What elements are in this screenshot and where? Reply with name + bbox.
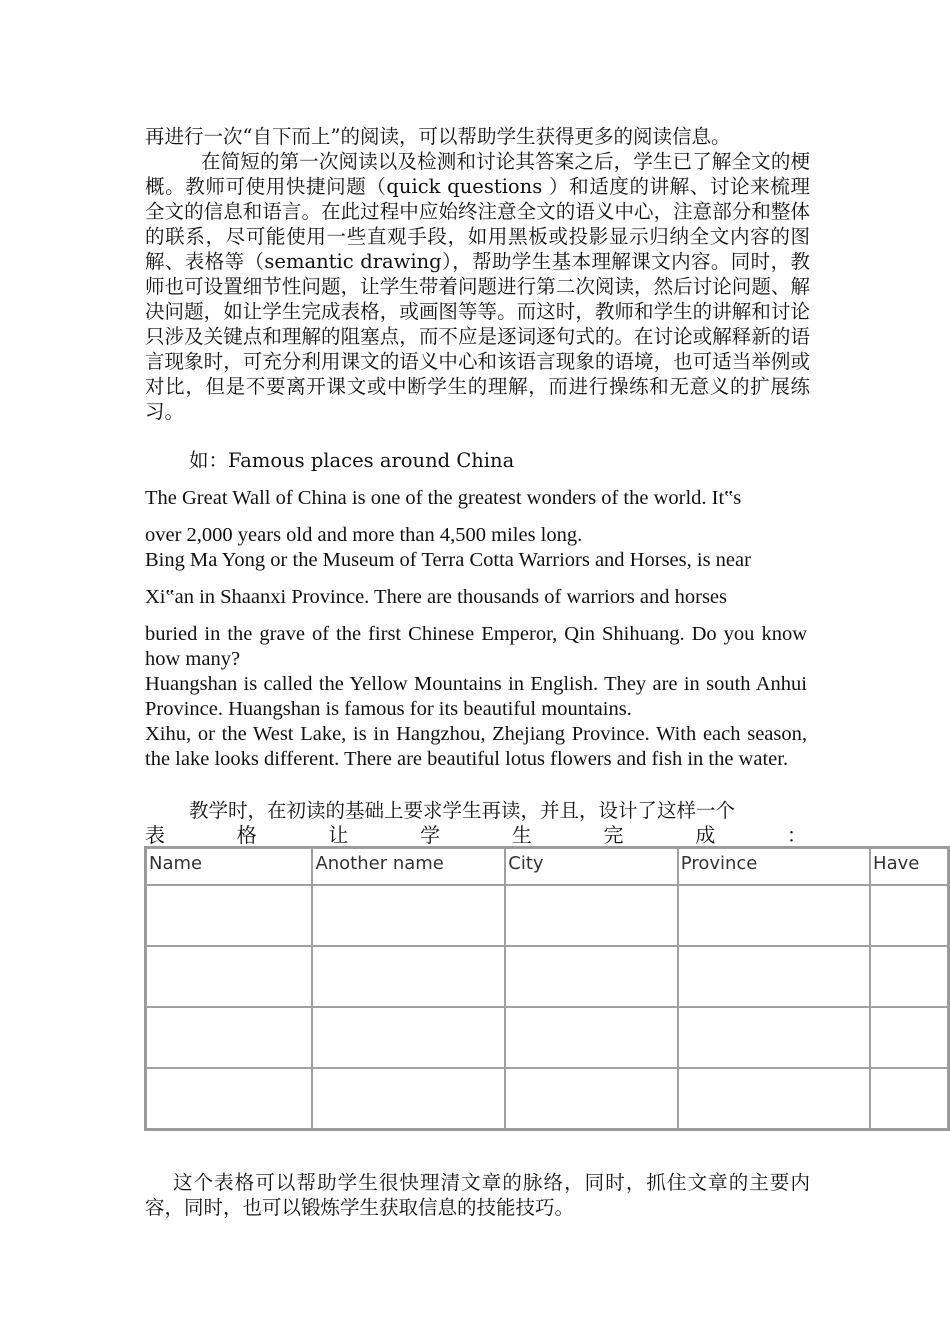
table-intro-char: 格 [236, 823, 257, 847]
paragraph-first-reading: 在简短的第一次阅读以及检测和讨论其答案之后，学生已了解全文的梗概。教师可使用快捷问题（quick questions ）和适度的讲解、讨论来梳理全文的信息和语言。在此过程中应始终注意全文的语义中心，注意部分和整体的联系，尽可能使用一些直观手段，如用黑板或投影显示归纳全文内容的图解、表格等（semantic drawing），帮助学生基本理解课文内容。同时，教师也可设置细节性问题，让学生带着问题进行第二次阅读，然后讨论问题、解决问题，如让学生完成表格，或画图等等。而这时，教师和学生的讲解和讨论只涉及关键点和理解的阻塞点，而不应是逐词逐句式的。在讨论或解释新的语言现象时，可充分利用课文的语义中心和该语言现象的语境，也可适当举例或对比，但是不要离开课文或中断学生的理解，而进行操练和无意义的扩展练习。 [145, 150, 810, 423]
table-cell [146, 1068, 312, 1129]
table-cell [870, 885, 948, 946]
table-intro-line [145, 823, 807, 848]
huangshan-paragraph: Huangshan is called the Yellow Mountains in English. They are in south Anhui Province. Huangshan is famous for its beautiful mountains. [145, 673, 807, 720]
table-cell [505, 946, 678, 1007]
table-cell [312, 946, 505, 1007]
table-row [146, 1068, 948, 1129]
table-cell [870, 946, 948, 1007]
table-intro-char: ： [786, 823, 807, 847]
table-cell [312, 885, 505, 946]
table-row [146, 885, 948, 946]
table-cell [870, 1007, 948, 1068]
bingmayong-line-3: buried in the grave of the first Chinese Emperor, Qin Shihuang. Do you know how many? [145, 623, 807, 670]
table-cell [678, 1068, 870, 1129]
table-intro-char: 生 [511, 823, 532, 847]
table-cell [678, 1007, 870, 1068]
table-header-row [146, 848, 948, 885]
example-intro: 如：Famous places around China [189, 449, 515, 472]
table-cell [678, 946, 870, 1007]
table-cell [312, 1007, 505, 1068]
table-intro-char: 成 [695, 823, 716, 847]
table-cell [312, 1068, 505, 1129]
header-another-name: Another name [312, 848, 505, 885]
table-intro-char: 完 [603, 823, 624, 847]
table-cell [505, 1068, 678, 1129]
header-province: Province [678, 848, 870, 885]
table-intro-char: 学 [420, 823, 441, 847]
table-cell [505, 1007, 678, 1068]
great-wall-line-1: The Great Wall of China is one of the greatest wonders of the world. It‟s [145, 487, 742, 509]
header-name: Name [146, 848, 312, 885]
bingmayong-line-2: Xi‟an in Shaanxi Province. There are thousands of warriors and horses [145, 586, 727, 608]
table-cell [146, 1007, 312, 1068]
great-wall-line-2: over 2,000 years old and more than 4,500 miles long. [145, 524, 583, 546]
xihu-paragraph: Xihu, or the West Lake, is in Hangzhou, Zhejiang Province. With each season, the lake looks different. There are beautiful lotus flowers and fish in the water. [145, 723, 807, 770]
table-cell [505, 885, 678, 946]
table-cell [870, 1068, 948, 1129]
table-cell [678, 885, 870, 946]
bingmayong-line-1: Bing Ma Yong or the Museum of Terra Cotta Warriors and Horses, is near [145, 549, 751, 571]
table-cell [146, 946, 312, 1007]
table-intro-char: 让 [328, 823, 349, 847]
paragraph-bottom-up-reading: 再进行一次“自下而上”的阅读，可以帮助学生获得更多的阅读信息。 [145, 125, 731, 148]
header-have: Have [870, 848, 948, 885]
teaching-paragraph: 教学时，在初读的基础上要求学生再读，并且，设计了这样一个 [189, 799, 736, 822]
table-row [146, 946, 948, 1007]
table-cell [146, 885, 312, 946]
closing-paragraph: 这个表格可以帮助学生很快理清文章的脉络，同时，抓住文章的主要内容，同时，也可以锻炼学生获取信息的技能技巧。 [145, 1171, 810, 1219]
table-intro-char: 表 [145, 823, 165, 847]
places-table [144, 846, 950, 1131]
header-city: City [505, 848, 678, 885]
table-row [146, 1007, 948, 1068]
